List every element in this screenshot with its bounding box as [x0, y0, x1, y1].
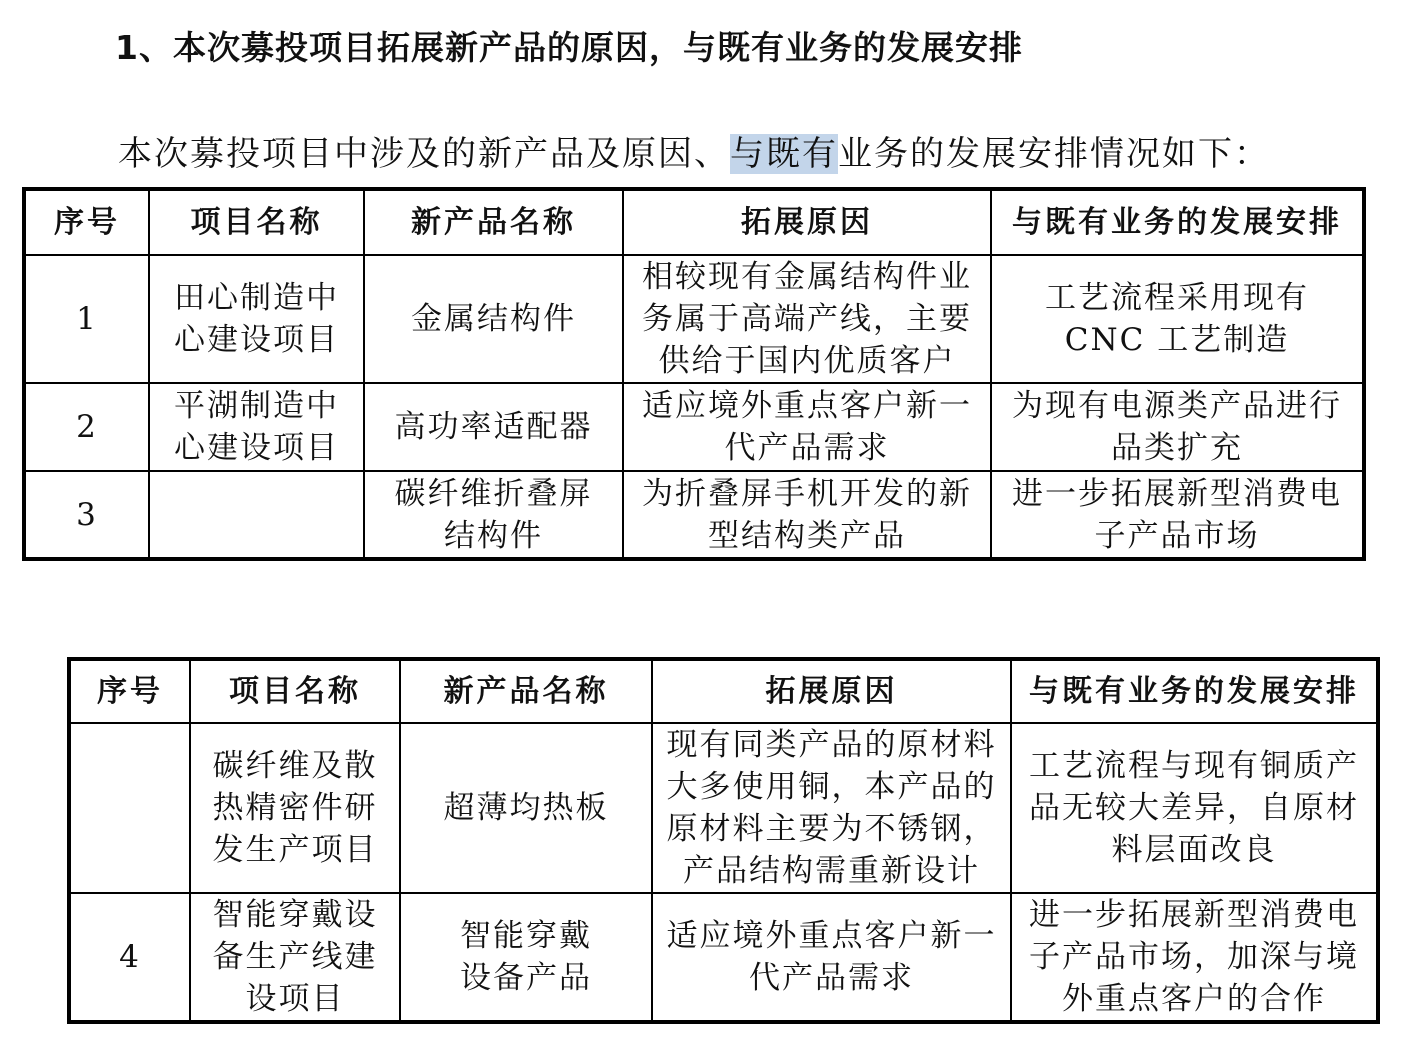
intro-paragraph — [118, 126, 1270, 175]
cell-plan: 进一步拓展新型消费电 子产品市场 — [991, 471, 1364, 559]
table-header-row — [69, 659, 1378, 723]
cell-plan: 为现有电源类产品进行 品类扩充 — [991, 383, 1364, 471]
col-header-product: 新产品名称 — [400, 659, 652, 723]
table-row — [24, 471, 1364, 559]
table-row — [69, 893, 1378, 1022]
intro-text-after: 业务的发展安排情况如下： — [838, 134, 1270, 174]
col-header-project: 项目名称 — [190, 659, 400, 723]
col-header-product: 新产品名称 — [364, 189, 623, 255]
cell-plan: 进一步拓展新型消费电 子产品市场，加深与境 外重点客户的合作 — [1011, 893, 1378, 1022]
col-header-no: 序号 — [24, 189, 149, 255]
section-heading: 1、本次募投项目拓展新产品的原因，与既有业务的发展安排 — [115, 28, 1023, 67]
cell-reason: 为折叠屏手机开发的新 型结构类产品 — [623, 471, 991, 559]
table-row — [24, 255, 1364, 383]
product-table-2 — [67, 657, 1380, 1024]
cell-product: 金属结构件 — [364, 255, 623, 383]
cell-plan: 工艺流程与现有铜质产 品无较大差异，自原材 料层面改良 — [1011, 723, 1378, 893]
col-header-reason: 拓展原因 — [652, 659, 1011, 723]
cell-product: 高功率适配器 — [364, 383, 623, 471]
cell-reason: 现有同类产品的原材料 大多使用铜，本产品的 原材料主要为不锈钢， 产品结构需重新设计 — [652, 723, 1011, 893]
cell-product: 碳纤维折叠屏 结构件 — [364, 471, 623, 559]
col-header-plan: 与既有业务的发展安排 — [1011, 659, 1378, 723]
intro-text-before: 本次募投项目中涉及的新产品及原因、 — [118, 134, 730, 174]
intro-highlighted-text[interactable]: 与既有 — [730, 134, 838, 174]
cell-plan: 工艺流程采用现有 CNC 工艺制造 — [991, 255, 1364, 383]
col-header-reason: 拓展原因 — [623, 189, 991, 255]
cell-project: 平湖制造中 心建设项目 — [149, 383, 364, 471]
cell-project: 智能穿戴设 备生产线建 设项目 — [190, 893, 400, 1022]
cell-no — [69, 723, 190, 893]
col-header-no: 序号 — [69, 659, 190, 723]
table-row — [24, 383, 1364, 471]
cell-no: 3 — [24, 471, 149, 559]
col-header-project: 项目名称 — [149, 189, 364, 255]
table-row — [69, 723, 1378, 893]
col-header-plan: 与既有业务的发展安排 — [991, 189, 1364, 255]
table-header-row — [24, 189, 1364, 255]
cell-project: 碳纤维及散 热精密件研 发生产项目 — [190, 723, 400, 893]
cell-reason: 适应境外重点客户新一 代产品需求 — [652, 893, 1011, 1022]
cell-project — [149, 471, 364, 559]
cell-product: 超薄均热板 — [400, 723, 652, 893]
cell-no: 2 — [24, 383, 149, 471]
cell-no: 1 — [24, 255, 149, 383]
cell-project: 田心制造中 心建设项目 — [149, 255, 364, 383]
cell-reason: 适应境外重点客户新一 代产品需求 — [623, 383, 991, 471]
cell-reason: 相较现有金属结构件业 务属于高端产线，主要 供给于国内优质客户 — [623, 255, 991, 383]
product-table-1 — [22, 187, 1366, 561]
cell-product: 智能穿戴 设备产品 — [400, 893, 652, 1022]
cell-no: 4 — [69, 893, 190, 1022]
